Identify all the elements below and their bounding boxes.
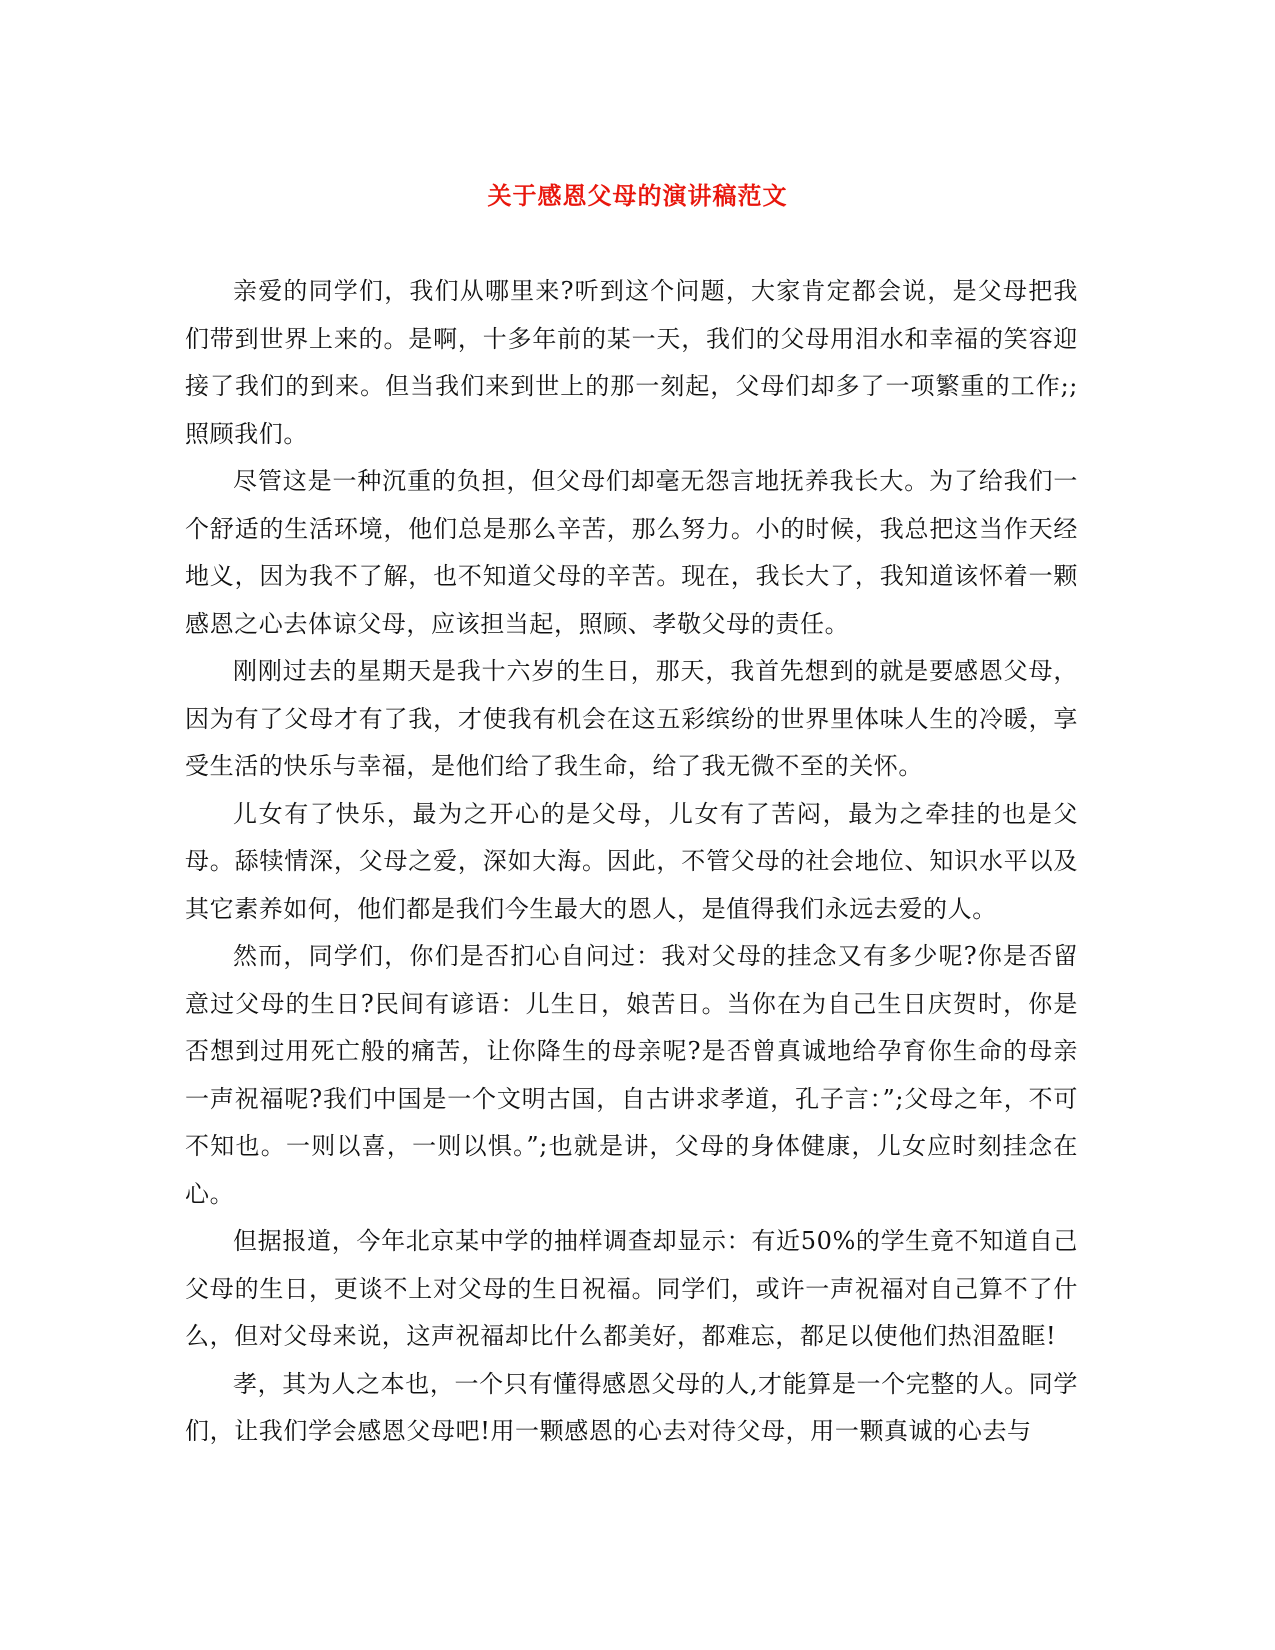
paragraph: 儿女有了快乐，最为之开心的是父母，儿女有了苦闷，最为之牵挂的也是父母。舔犊情深，父母之爱，深如大海。因此，不管父母的社会地位、知识水平以及其它素养如何，他们都是我们今生最大的恩人，是值得我们永远去爱的人。: [185, 799, 1078, 923]
paragraph: 刚刚过去的星期天是我十六岁的生日，那天，我首先想到的就是要感恩父母，因为有了父母才有了我，才使我有机会在这五彩缤纷的世界里体味人生的冷暖，享受生活的快乐与幸福，是他们给了我生命，给了我无微不至的关怀。: [185, 657, 1078, 780]
document-title: 关于感恩父母的演讲稿范文: [487, 181, 788, 210]
paragraph: 然而，同学们，你们是否扪心自问过：我对父母的挂念又有多少呢?你是否留意过父母的生日?民间有谚语：儿生日，娘苦日。当你在为自己生日庆贺时，你是否想到过用死亡般的痛苦，让你降生的母亲呢?是否曾真诚地给孕育你生命的母亲一声祝福呢?我们中国是一个文明古国，自古讲求孝道，孔子言：”;父母之年，不可不知也。一则以喜，一则以惧。”;也就是讲，父母的身体健康，儿女应时刻挂念在心。: [185, 942, 1078, 1208]
paragraph: 孝，其为人之本也，一个只有懂得感恩父母的人,才能算是一个完整的人。同学们，让我们学会感恩父母吧!用一颗感恩的心去对待父母，用一颗真诚的心去与: [185, 1369, 1078, 1445]
paragraph: 尽管这是一种沉重的负担，但父母们却毫无怨言地抚养我长大。为了给我们一个舒适的生活环境，他们总是那么辛苦，那么努力。小的时候，我总把这当作天经地义，因为我不了解，也不知道父母的辛苦。现在，我长大了，我知道该怀着一颗感恩之心去体谅父母，应该担当起，照顾、孝敬父母的责任。: [185, 467, 1078, 638]
paragraph: 但据报道，今年北京某中学的抽样调查却显示：有近50%的学生竟不知道自己父母的生日，更谈不上对父母的生日祝福。同学们，或许一声祝福对自己算不了什么，但对父母来说，这声祝福却比什么都美好，都难忘，都足以使他们热泪盈眶!: [185, 1227, 1078, 1350]
paragraph: 亲爱的同学们，我们从哪里来?听到这个问题，大家肯定都会说，是父母把我们带到世界上来的。是啊，十多年前的某一天，我们的父母用泪水和幸福的笑容迎接了我们的到来。但当我们来到世上的那一刻起，父母们却多了一项繁重的工作;;照顾我们。: [185, 277, 1078, 448]
document-body: [185, 268, 1078, 1456]
